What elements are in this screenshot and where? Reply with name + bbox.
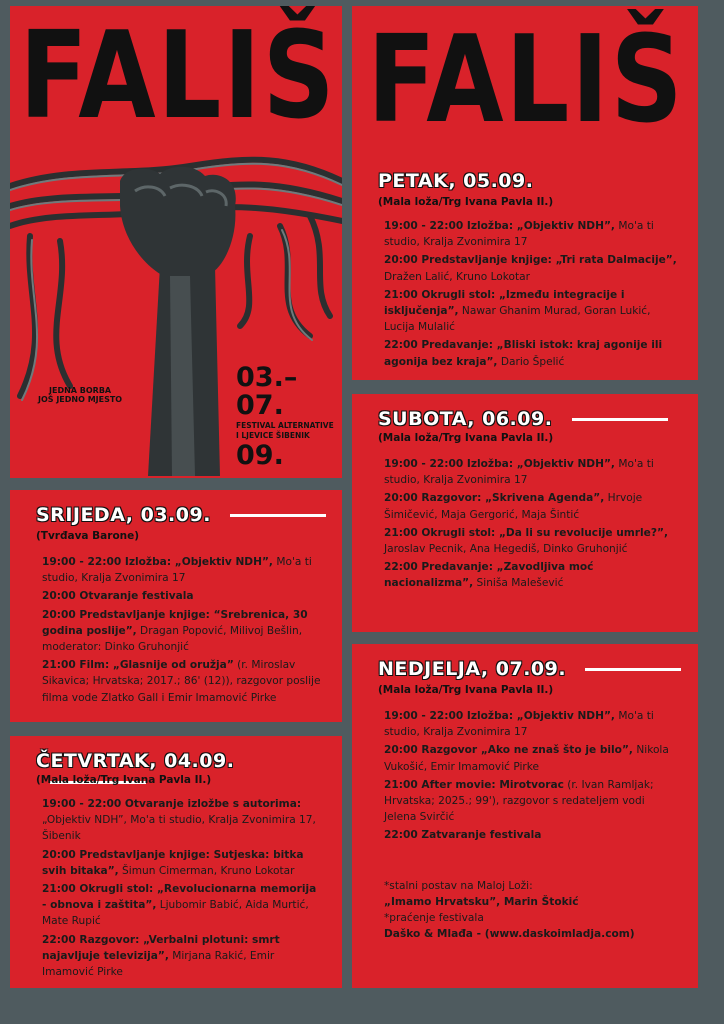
event-item (42, 847, 324, 879)
footnote-line-1: *stalni postav na Maloj Loži: (384, 880, 533, 892)
event-details: Mo'a ti studio, Kralja Zvonimira 17 (384, 710, 654, 739)
event-item (384, 827, 680, 843)
event-details: Nawar Ghanim Murad, Goran Lukić, Lucija Mulalić (384, 305, 651, 334)
poster-title: FALIŠ (19, 6, 337, 146)
event-details: Nikola Vukošić, Emir Imamović Pirke (384, 744, 669, 773)
event-highlight: 20:00 Predstavljanje knjige: “Srebrenica, 30 godina poslije”, (42, 608, 308, 637)
day-panel-petak (352, 156, 698, 380)
event-details: Mo'a ti studio, Kralja Zvonimira 17 (384, 458, 654, 487)
event-item (384, 337, 680, 369)
event-list (384, 708, 680, 846)
heading-rule (572, 418, 668, 421)
day-panel-nedjelja (352, 644, 698, 988)
event-highlight: 21:00 Okrugli stol: „Da li su revolucije umrle?”, (384, 526, 668, 539)
day-title: NEDJELJA, 07.09. (378, 658, 567, 680)
event-details: Jaroslav Pecnik, Ana Hegediš, Dinko Gruhonjić (384, 543, 628, 556)
event-item (384, 490, 680, 522)
dates-top: 03.–07. (236, 362, 298, 421)
event-details: Mo'a ti studio, Kralja Zvonimira 17 (42, 556, 312, 585)
event-highlight: 19:00 - 22:00 Izložba: „Objektiv NDH”, (384, 458, 615, 470)
event-details: Šimun Cimerman, Kruno Lokotar (118, 864, 295, 877)
event-highlight: 21:00 Okrugli stol: „Revolucionarna memorija - obnova i zaštita”, (42, 883, 317, 912)
footnote-line-3: *praćenje festivala (384, 912, 484, 924)
footnote-line-4: Daško & Mlađa - (www.daskoimladja.com) (384, 928, 635, 940)
tagline-line-1: JEDNA BORBA (49, 386, 112, 395)
venue: (Mala loža/Trg Ivana Pavla II.) (378, 196, 554, 208)
event-item (384, 559, 680, 591)
event-highlight: 22:00 Zatvaranje festivala (384, 829, 542, 842)
heading-rule (230, 514, 326, 517)
event-highlight: 21:00 Okrugli stol: „Između integracije i isključenja”, (384, 288, 625, 318)
venue: (Mala loža/Trg Ivana Pavla II.) (36, 774, 212, 786)
event-list (42, 796, 324, 982)
event-item (42, 607, 324, 656)
event-details: Mo'a ti studio, Kralja Zvonimira 17 (384, 220, 654, 249)
event-item (384, 218, 680, 250)
event-details: Dražen Lalić, Kruno Lokotar (384, 270, 531, 283)
event-highlight: 20:00 Otvaranje festivala (42, 590, 194, 603)
event-highlight: 21:00 After movie: Mirotvorac (384, 778, 564, 791)
day-panel-subota (352, 394, 698, 632)
event-highlight: 20:00 Razgovor „Ako ne znaš što je bilo”, (384, 744, 633, 757)
event-details: (r. Ivan Ramljak; Hrvatska; 2025.; 99'), razgovor s redateljem vodi Jelena Svirčić (384, 778, 654, 824)
event-highlight: 19:00 - 22:00 Izložba: „Objektiv NDH”, (384, 220, 615, 232)
festival-line-2: I LJEVICE ŠIBENIK (236, 431, 310, 440)
event-highlight: 22:00 Predavanje: „Bliski istok: kraj agonije ili agonija bez kraja”, (384, 339, 663, 368)
venue: (Mala loža/Trg Ivana Pavla II.) (378, 432, 554, 444)
day-title: ČETVRTAK, 04.09. (36, 750, 235, 772)
event-details: (r. Miroslav Sikavica; Hrvatska; 2017.; 86' (12)), razgovor poslije filma vode Zlatko Gall i Emir Imamović Pirke (42, 659, 321, 704)
event-list (42, 554, 324, 708)
day-title: SRIJEDA, 03.09. (36, 504, 211, 526)
event-item (42, 554, 324, 586)
day-heading (36, 504, 326, 526)
event-highlight: 19:00 - 22:00 Izložba: „Objektiv NDH”, (384, 710, 615, 722)
heading-rule (585, 668, 681, 671)
event-highlight: 19:00 - 22:00 Izložba: „Objektiv NDH”, (42, 556, 273, 568)
event-highlight: 22:00 Predavanje: „Zavodljiva moć nacionalizma”, (384, 561, 594, 590)
event-item (384, 708, 680, 740)
footnote-line-2: „Imamo Hrvatsku”, Marin Štokić (384, 896, 579, 908)
event-details: „Objektiv NDH”, Mo'a ti studio, Kralja Zvonimira 17, Šibenik (42, 814, 316, 843)
event-details: Mirjana Rakić, Emir Imamović Pirke (42, 949, 275, 979)
event-details: Dragan Popović, Milivoj Bešlin, moderator: Dinko Gruhonjić (42, 624, 303, 654)
venue: (Mala loža/Trg Ivana Pavla II.) (378, 684, 554, 696)
event-details: Dario Špelić (497, 355, 565, 368)
event-highlight: 20:00 Predstavljanje knjige: „Tri rata Dalmacije”, (384, 254, 677, 267)
day-panel-cetvrtak (10, 736, 342, 988)
day-heading (378, 170, 533, 192)
event-highlight: 20:00 Razgovor: „Skrivena Agenda”, (384, 492, 605, 505)
event-item (384, 525, 680, 557)
festival-line-1: FESTIVAL ALTERNATIVE (236, 421, 334, 430)
poster-panel (10, 6, 342, 478)
event-item (42, 881, 324, 930)
event-details: Ljubomir Babić, Aida Murtić, Mate Rupić (42, 899, 309, 928)
poster-tagline (38, 386, 122, 404)
event-list (384, 456, 680, 594)
event-item (42, 796, 324, 845)
day-panel-srijeda (10, 490, 342, 722)
event-details: Siniša Malešević (473, 577, 564, 590)
poster-dates (236, 364, 342, 470)
event-list (384, 218, 680, 372)
header-title-panel (352, 6, 698, 156)
dates-bottom: 09. (236, 440, 284, 471)
event-item (384, 777, 680, 826)
event-details: Hrvoje Šimičević, Maja Gergorić, Maja Šintić (384, 492, 643, 521)
tagline-line-2: JOŠ JEDNO MJESTO (38, 395, 123, 404)
event-item (384, 456, 680, 488)
event-item (384, 252, 680, 284)
day-title: PETAK, 05.09. (378, 170, 534, 192)
event-item (42, 932, 324, 981)
day-heading (378, 408, 668, 430)
header-title: FALIŠ (367, 9, 685, 150)
footnote (384, 878, 635, 942)
event-highlight: 21:00 Film: „Glasnije od oružja” (42, 659, 234, 672)
event-item (42, 657, 324, 706)
day-title: SUBOTA, 06.09. (378, 408, 553, 430)
event-highlight: 22:00 Razgovor: „Verbalni plotuni: smrt najavljuje televizija”, (42, 933, 280, 962)
event-item (384, 287, 680, 336)
event-item (42, 588, 324, 604)
event-highlight: 19:00 - 22:00 Otvaranje izložbe s autorima: (42, 798, 302, 810)
day-heading (378, 658, 681, 680)
event-item (384, 742, 680, 774)
event-highlight: 20:00 Predstavljanje knjige: Sutjeska: bitka svih bitaka”, (42, 848, 304, 877)
venue: (Tvrđava Barone) (36, 530, 140, 542)
